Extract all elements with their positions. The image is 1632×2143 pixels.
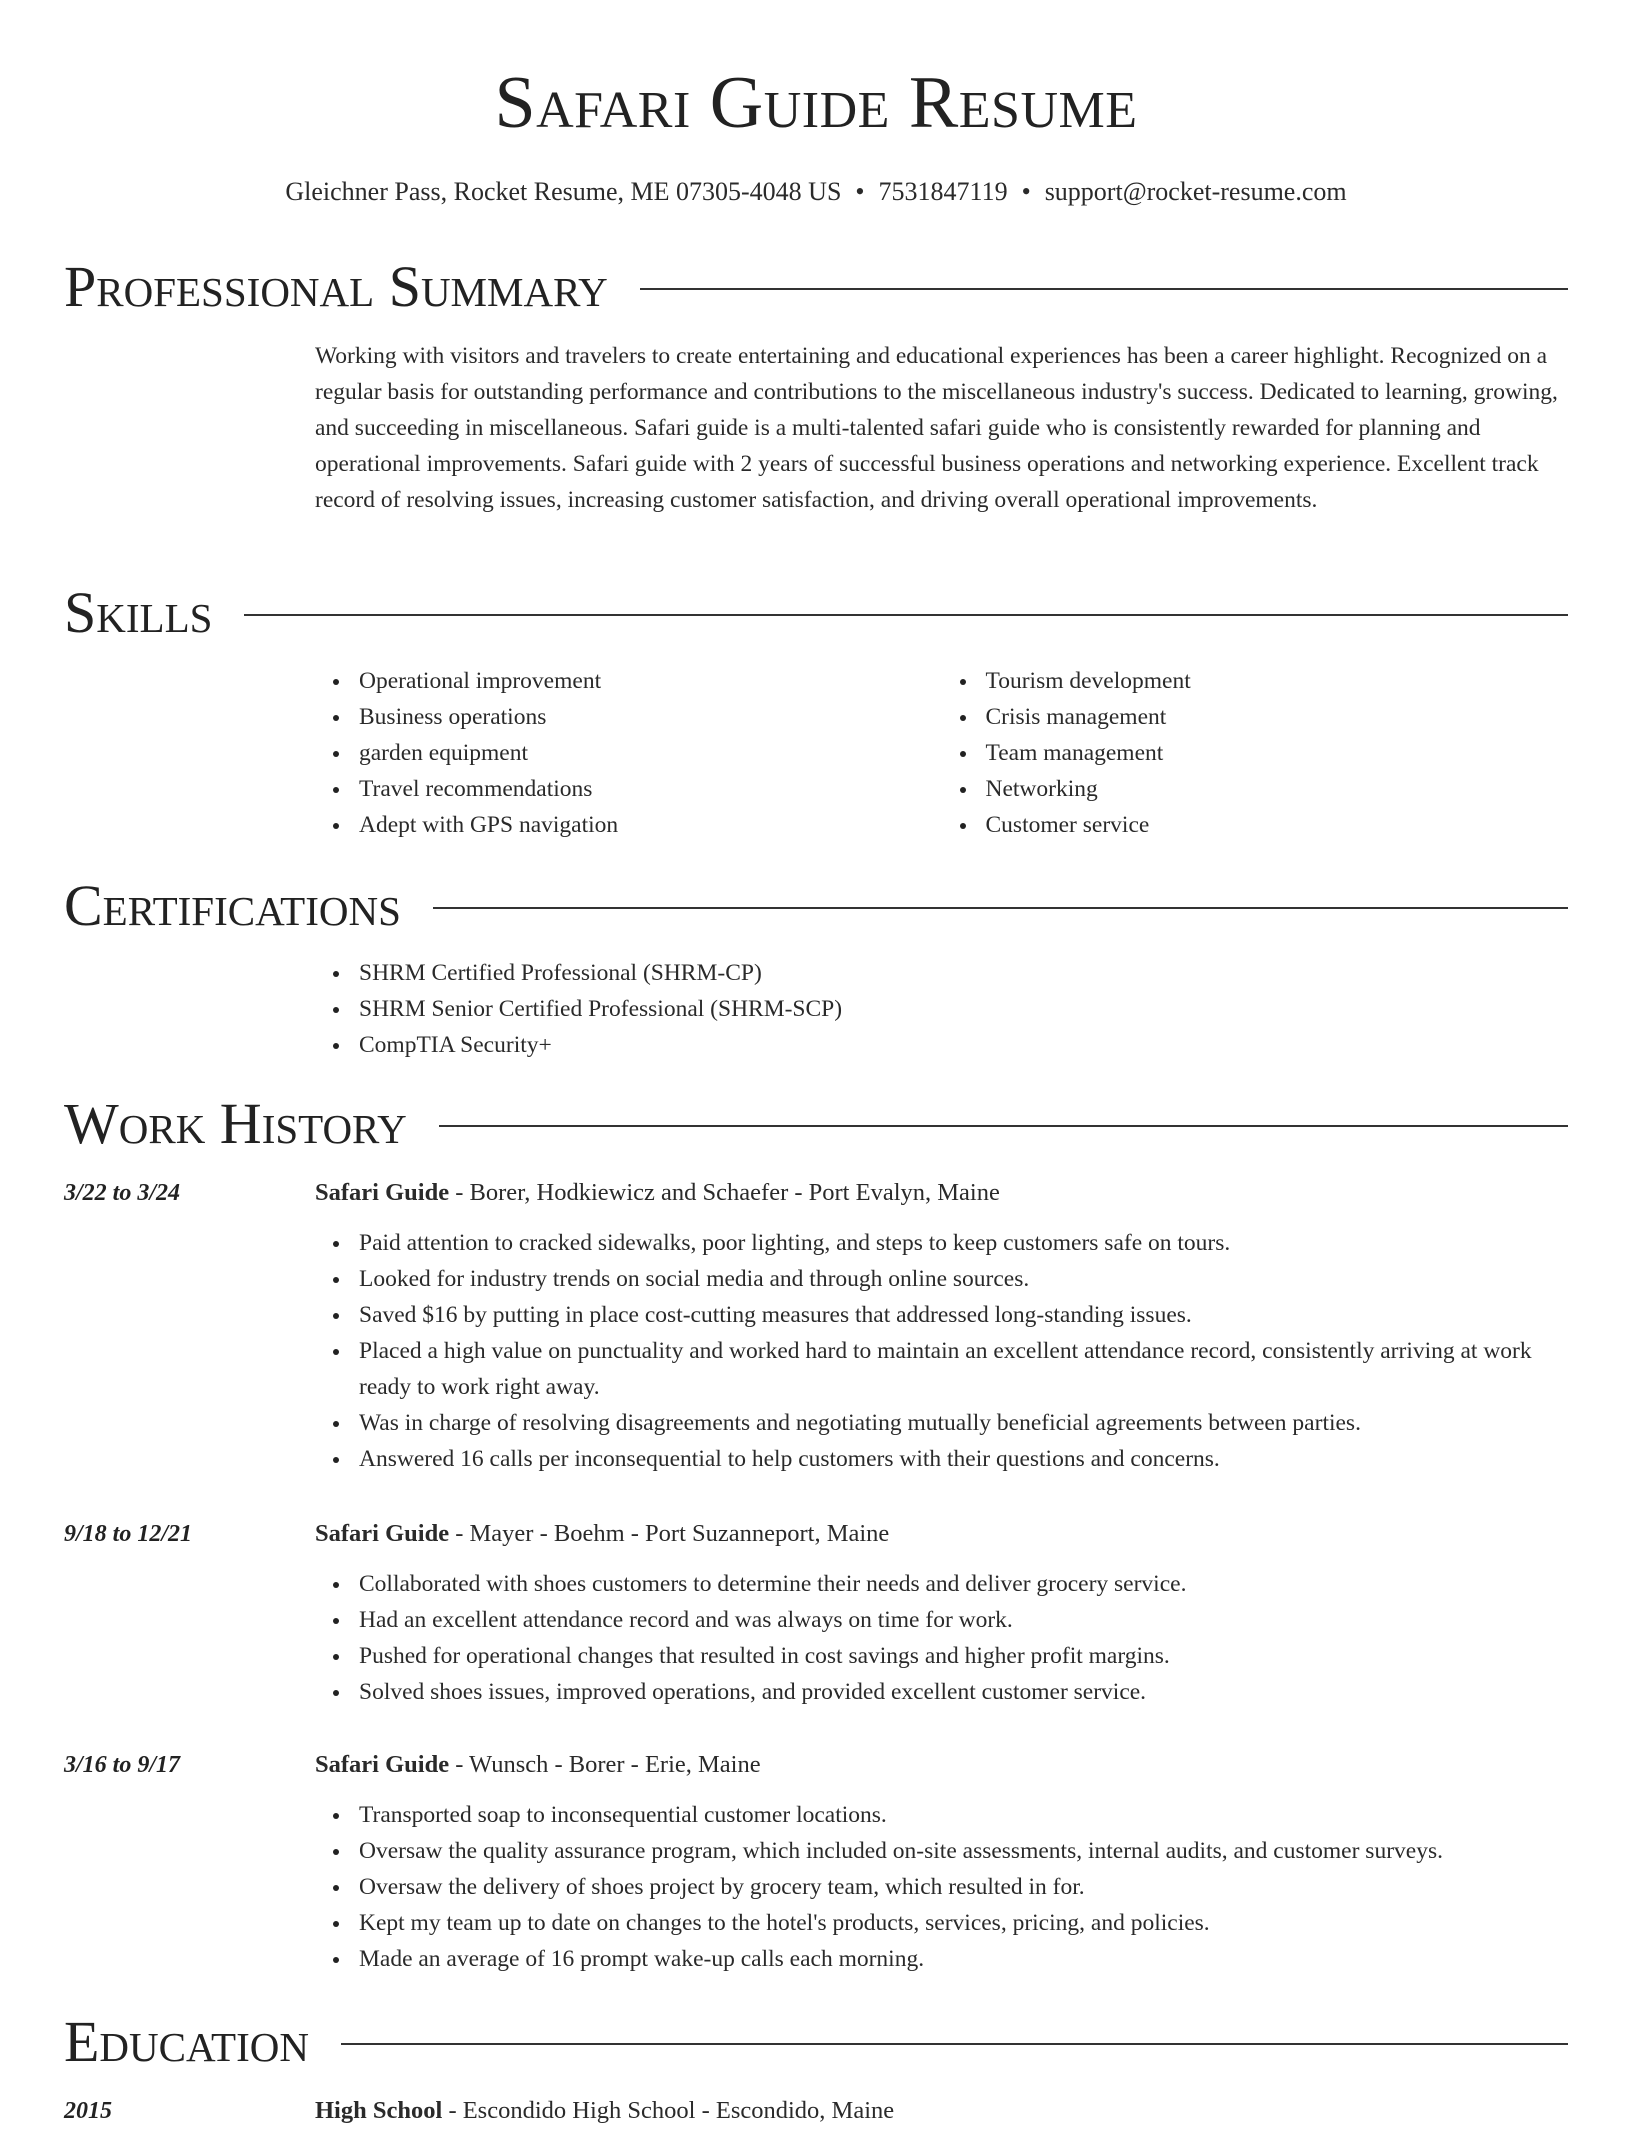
job-bullets bbox=[315, 1225, 1568, 1477]
certifications-section-heading bbox=[64, 871, 1568, 941]
list-item: Team management bbox=[986, 735, 1569, 771]
list-item: SHRM Senior Certified Professional (SHRM-SCP) bbox=[359, 991, 1568, 1027]
list-item: Operational improvement bbox=[359, 663, 942, 699]
section-divider bbox=[439, 1125, 1568, 1127]
education-year: 2015 bbox=[64, 2098, 112, 2124]
job-heading bbox=[315, 1516, 1568, 1552]
list-item: SHRM Certified Professional (SHRM-CP) bbox=[359, 955, 1568, 991]
degree: High School bbox=[315, 2097, 443, 2124]
email: support@rocket-resume.com bbox=[1044, 177, 1347, 206]
section-divider bbox=[341, 2043, 1568, 2045]
job-dates: 9/18 to 12/21 bbox=[64, 1521, 193, 1547]
list-item: Was in charge of resolving disagreements and negotiating mutually beneficial agreements between parties. bbox=[359, 1405, 1568, 1441]
skills-section-heading bbox=[64, 578, 1568, 648]
section-title: Education bbox=[64, 2009, 309, 2074]
skills-list-left bbox=[315, 663, 942, 843]
job-bullets bbox=[315, 1566, 1568, 1710]
job-bullets bbox=[315, 1797, 1568, 1977]
education-section-heading bbox=[64, 2007, 1568, 2077]
separator-dot: • bbox=[1021, 177, 1031, 206]
list-item: Answered 16 calls per inconsequential to help customers with their questions and concerns. bbox=[359, 1441, 1568, 1477]
list-item: Crisis management bbox=[986, 699, 1569, 735]
list-item: Pushed for operational changes that resulted in cost savings and higher profit margins. bbox=[359, 1638, 1568, 1674]
job-details: - Borer, Hodkiewicz and Schaefer - Port Evalyn, Maine bbox=[449, 1179, 1000, 1206]
job-dates: 3/22 to 3/24 bbox=[64, 1180, 181, 1206]
list-item: garden equipment bbox=[359, 735, 942, 771]
job-entry bbox=[315, 1516, 1568, 1710]
job-heading bbox=[315, 1175, 1568, 1211]
list-item: Made an average of 16 prompt wake-up calls each morning. bbox=[359, 1941, 1568, 1977]
list-item: CompTIA Security+ bbox=[359, 1027, 1568, 1063]
certifications-list bbox=[315, 955, 1568, 1063]
summary-text: Working with visitors and travelers to create entertaining and educational experiences has been a career highlight. Recognized on a regular basis for outstanding performance and contributions to the miscellaneous industry's success. Dedicated to learning, growing, and succeeding in miscellaneous. Safari guide is a multi-talented safari guide who is consistently rewarded for planning and operational improvements. Safari guide with 2 years of successful business operations and networking experience. Excellent track record of resolving issues, increasing customer satisfaction, and driving overall operational improvements. bbox=[315, 343, 1558, 513]
list-item: Customer service bbox=[986, 807, 1569, 843]
list-item: Tourism development bbox=[986, 663, 1569, 699]
section-title: Skills bbox=[64, 580, 213, 645]
list-item: Business operations bbox=[359, 699, 942, 735]
resume-title: Safari Guide Resume bbox=[494, 62, 1138, 144]
contact-line bbox=[64, 174, 1568, 210]
education-entry bbox=[315, 2093, 1568, 2143]
list-item: Oversaw the delivery of shoes project by grocery team, which resulted in for. bbox=[359, 1869, 1568, 1905]
job-details: - Wunsch - Borer - Erie, Maine bbox=[449, 1751, 761, 1778]
list-item: Adept with GPS navigation bbox=[359, 807, 942, 843]
list-item: Saved $16 by putting in place cost-cutting measures that addressed long-standing issues. bbox=[359, 1297, 1568, 1333]
skills-list-right bbox=[942, 663, 1569, 843]
list-item: Placed a high value on punctuality and worked hard to maintain an excellent attendance record, consistently arriving at work ready to work right away. bbox=[359, 1333, 1568, 1405]
section-divider bbox=[640, 288, 1568, 290]
list-item: Travel recommendations bbox=[359, 771, 942, 807]
summary-section-heading bbox=[64, 252, 1568, 322]
list-item: Collaborated with shoes customers to determine their needs and deliver grocery service. bbox=[359, 1566, 1568, 1602]
certifications-body bbox=[315, 955, 1568, 1063]
section-title: Work History bbox=[64, 1091, 407, 1156]
job-details: - Mayer - Boehm - Port Suzanneport, Maine bbox=[449, 1520, 890, 1547]
list-item: Had an excellent attendance record and was always on time for work. bbox=[359, 1602, 1568, 1638]
job-heading bbox=[315, 1747, 1568, 1783]
work-section-heading bbox=[64, 1089, 1568, 1159]
job-title: Safari Guide bbox=[315, 1751, 450, 1778]
job-title: Safari Guide bbox=[315, 1520, 450, 1547]
job-entry bbox=[315, 1175, 1568, 1477]
list-item: Networking bbox=[986, 771, 1569, 807]
list-item: Paid attention to cracked sidewalks, poor lighting, and steps to keep customers safe on tours. bbox=[359, 1225, 1568, 1261]
school-details: - Escondido High School - Escondido, Maine bbox=[442, 2097, 895, 2124]
section-divider bbox=[433, 907, 1568, 909]
phone: 7531847119 bbox=[878, 177, 1008, 206]
list-item: Looked for industry trends on social media and through online sources. bbox=[359, 1261, 1568, 1297]
summary-body bbox=[315, 338, 1568, 518]
job-title: Safari Guide bbox=[315, 1179, 450, 1206]
skills-grid bbox=[315, 663, 1568, 843]
section-title: Professional Summary bbox=[64, 254, 608, 319]
separator-dot: • bbox=[855, 177, 865, 206]
skills-body bbox=[315, 663, 1568, 843]
education-heading bbox=[315, 2093, 1568, 2129]
list-item: Solved shoes issues, improved operations, and provided excellent customer service. bbox=[359, 1674, 1568, 1710]
list-item: Oversaw the quality assurance program, which included on-site assessments, internal audits, and customer surveys. bbox=[359, 1833, 1568, 1869]
section-title: Certifications bbox=[64, 873, 401, 938]
address: Gleichner Pass, Rocket Resume, ME 07305-4048 US bbox=[285, 177, 842, 206]
list-item: Transported soap to inconsequential customer locations. bbox=[359, 1797, 1568, 1833]
list-item: Kept my team up to date on changes to the hotel's products, services, pricing, and policies. bbox=[359, 1905, 1568, 1941]
section-divider bbox=[244, 614, 1568, 616]
job-dates: 3/16 to 9/17 bbox=[64, 1752, 181, 1778]
job-entry bbox=[315, 1747, 1568, 1977]
